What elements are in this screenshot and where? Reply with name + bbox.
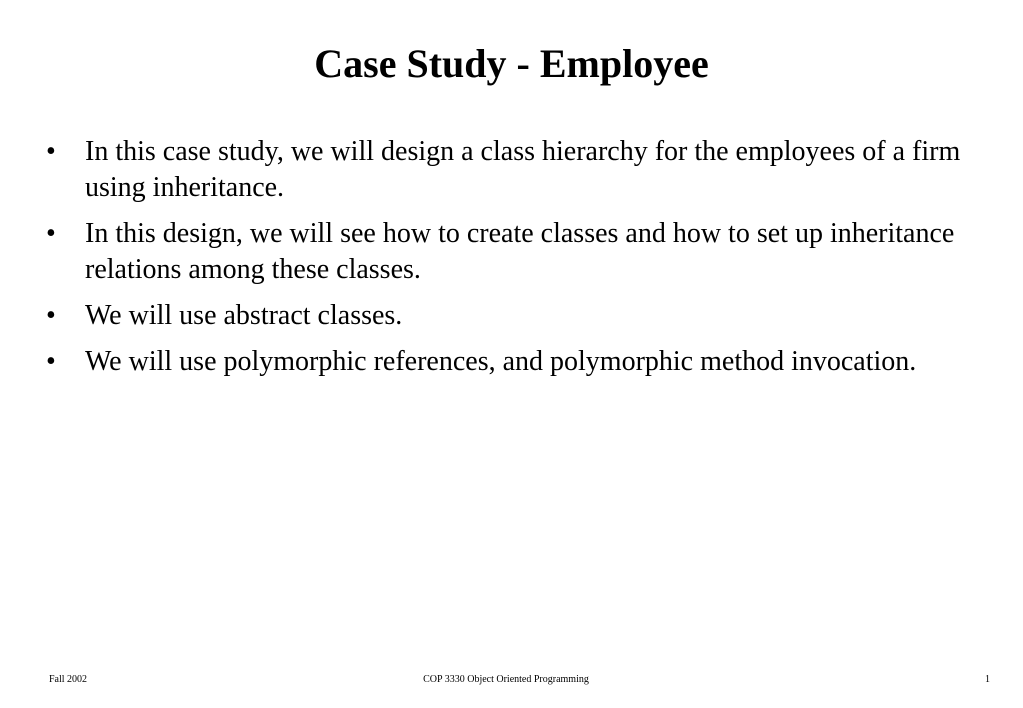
- list-item: [46, 134, 996, 206]
- bullet-icon: •: [46, 218, 56, 249]
- footer-course: COP 3330 Object Oriented Programming: [423, 674, 589, 685]
- bullet-list: [46, 134, 996, 390]
- bullet-text: We will use abstract classes.: [85, 300, 403, 331]
- bullet-text: In this case study, we will design a class hierarchy for the employees of a firm using inheritance.: [85, 136, 961, 203]
- footer-date: Fall 2002: [49, 674, 88, 685]
- bullet-text: In this design, we will see how to create classes and how to set up inheritance relations among these classes.: [85, 218, 955, 285]
- bullet-icon: •: [46, 346, 56, 377]
- bullet-icon: •: [46, 300, 56, 331]
- list-item: [46, 298, 996, 334]
- bullet-text: We will use polymorphic references, and polymorphic method invocation.: [85, 346, 917, 377]
- slide-title: Case Study - Employee: [314, 41, 709, 86]
- footer-page-number: 1: [985, 674, 990, 685]
- list-item: [46, 344, 996, 380]
- bullet-icon: •: [46, 136, 56, 167]
- list-item: [46, 216, 996, 288]
